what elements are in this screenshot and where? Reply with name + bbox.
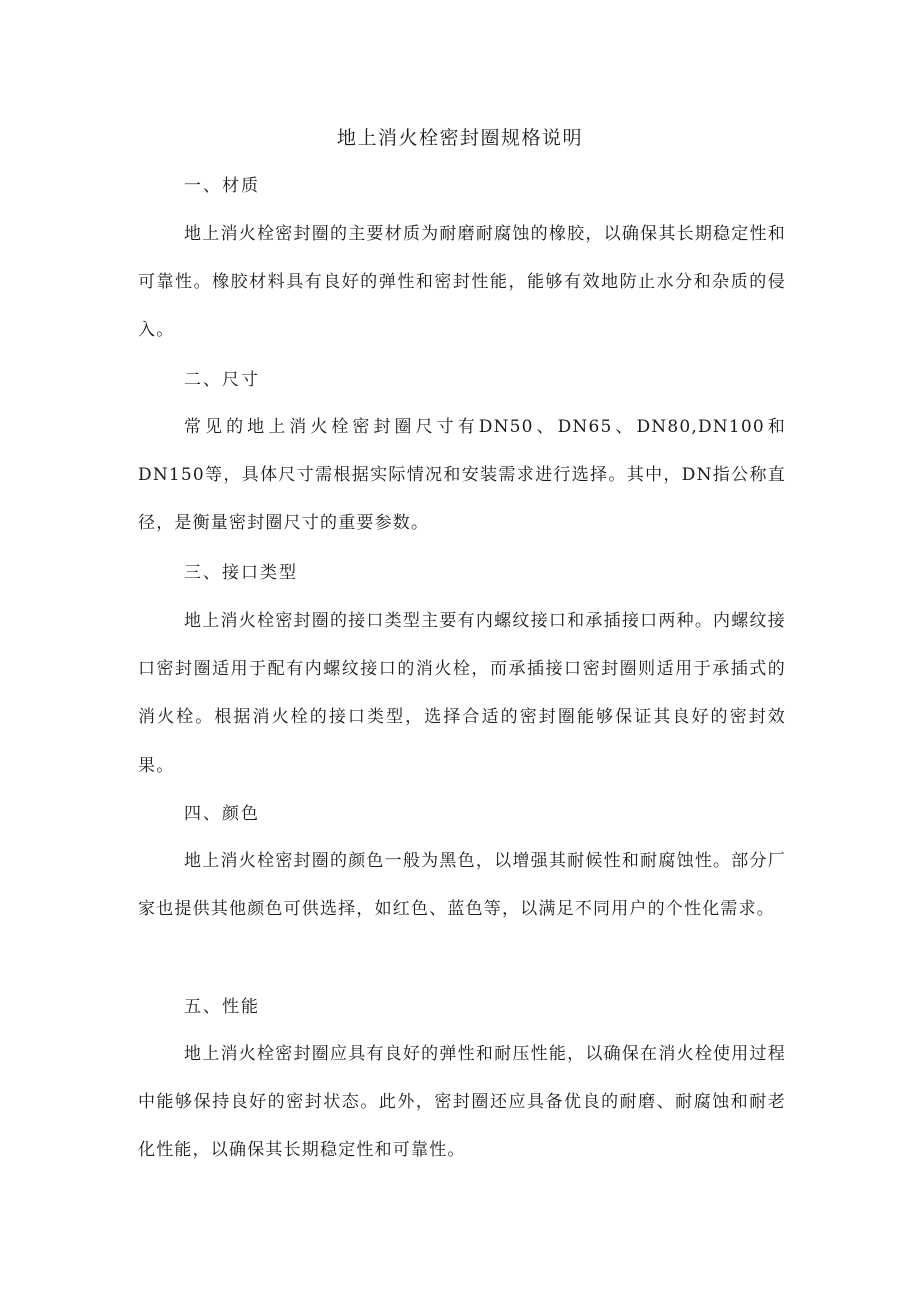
section-heading-size: 二、尺寸 — [184, 370, 260, 390]
section-heading-performance: 五、性能 — [184, 997, 260, 1017]
section-body-material: 地上消火栓密封圈的主要材质为耐磨耐腐蚀的橡胶，以确保其长期稳定性和可靠性。橡胶材料具有良好的弹性和密封性能，能够有效地防止水分和杂质的侵入。 — [138, 224, 786, 341]
section-heading-interface-type: 三、接口类型 — [184, 563, 298, 583]
section-body-interface-type: 地上消火栓密封圈的接口类型主要有内螺纹接口和承插接口两种。内螺纹接口密封圈适用于配有内螺纹接口的消火栓，而承插接口密封圈则适用于承插式的消火栓。根据消火栓的接口类型，选择合适的密封圈能够保证其良好的密封效果。 — [138, 611, 786, 776]
section-body-performance: 地上消火栓密封圈应具有良好的弹性和耐压性能，以确保在消火栓使用过程中能够保持良好的密封状态。此外，密封圈还应具备优良的耐磨、耐腐蚀和耐老化性能，以确保其长期稳定性和可靠性。 — [138, 1044, 786, 1161]
section-body-color: 地上消火栓密封圈的颜色一般为黑色，以增强其耐候性和耐腐蚀性。部分厂家也提供其他颜色可供选择，如红色、蓝色等，以满足不同用户的个性化需求。 — [138, 851, 786, 920]
section-heading-color: 四、颜色 — [184, 804, 260, 824]
document-title: 地上消火栓密封圈规格说明 — [336, 127, 583, 149]
section-body-size: 常见的地上消火栓密封圈尺寸有DN50、DN65、DN80,DN100和DN150等，具体尺寸需根据实际情况和安装需求进行选择。其中，DN指公称直径，是衡量密封圈尺寸的重要参数。 — [138, 417, 786, 534]
section-heading-material: 一、材质 — [184, 176, 260, 196]
